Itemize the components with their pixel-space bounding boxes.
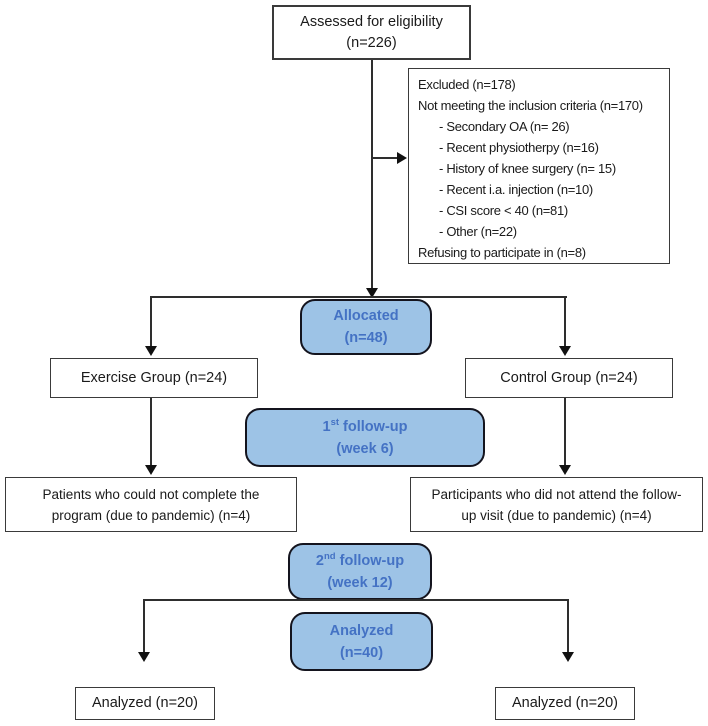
allocated-box [300, 299, 432, 355]
excluded-line: - Secondary OA (n= 26) [439, 119, 570, 134]
exercise-group-label: Exercise Group (n=24) [80, 369, 228, 386]
allocated-line1: Allocated [333, 308, 399, 324]
control-group-box [465, 358, 673, 398]
arrowhead-analyzed-exercise [138, 652, 150, 662]
analyzed-total-line1: Analyzed [329, 622, 394, 639]
assessed-line1: Assessed for eligibility [300, 13, 443, 30]
exercise-dropout-line2: program (due to pandemic) (n=4) [51, 507, 251, 523]
analyzed-control-label: Analyzed (n=20) [512, 695, 618, 711]
arrowhead-to-control-group [559, 346, 571, 356]
arrowhead-control-dropout [559, 465, 571, 475]
analyzed-exercise-box [75, 687, 215, 720]
ordinal-suffix: st [330, 416, 340, 428]
first-followup-line2: (week 6) [336, 440, 394, 457]
connector-to-exercise-group [150, 296, 152, 346]
first-followup-box [245, 408, 485, 467]
assessed-line2: (n=226) [346, 34, 397, 51]
control-group-label: Control Group (n=24) [500, 369, 638, 386]
connector-to-analyzed-control [567, 599, 569, 653]
exercise-group-box [50, 358, 258, 398]
analyzed-total-box [290, 612, 433, 671]
analyzed-control-box [495, 687, 635, 720]
connector-to-excluded [372, 157, 398, 159]
connector-to-control-group [564, 296, 566, 346]
ordinal-suffix: nd [324, 550, 336, 562]
assessed-eligibility-box [272, 5, 471, 60]
exercise-dropout-box [5, 477, 297, 532]
analyzed-total-line2: (n=40) [339, 644, 384, 661]
arrowhead-analyzed-control [562, 652, 574, 662]
connector-allocation-split [151, 296, 567, 298]
connector-control-to-dropout [564, 398, 566, 466]
excluded-line: - CSI score < 40 (n=81) [439, 203, 568, 218]
control-dropout-line2: up visit (due to pandemic) (n=4) [461, 507, 652, 523]
excluded-line: Excluded (n=178) [418, 77, 516, 92]
arrowhead-to-exercise-group [145, 346, 157, 356]
excluded-line: - Recent i.a. injection (n=10) [439, 182, 593, 197]
exercise-dropout-line1: Patients who could not complete the [42, 486, 260, 502]
connector-to-analyzed-exercise [143, 599, 145, 653]
second-followup-line2: (week 12) [327, 574, 393, 591]
first-followup-line1: 1st follow-up [322, 416, 408, 435]
second-followup-box [288, 543, 432, 600]
allocated-line2: (n=48) [344, 330, 388, 346]
arrowhead-to-excluded [397, 152, 407, 164]
connector-exercise-to-dropout [150, 398, 152, 466]
connector-analysis-split [144, 599, 569, 601]
excluded-line: Refusing to participate in (n=8) [418, 245, 586, 260]
excluded-line: - History of knee surgery (n= 15) [439, 161, 616, 176]
excluded-line: - Other (n=22) [439, 224, 517, 239]
control-dropout-box [410, 477, 703, 532]
excluded-line: - Recent physiotherpy (n=16) [439, 140, 599, 155]
second-followup-line1: 2nd follow-up [315, 550, 405, 569]
excluded-box [408, 68, 670, 264]
excluded-line: Not meeting the inclusion criteria (n=170) [418, 98, 643, 113]
connector-assessed-to-allocated [371, 60, 373, 290]
analyzed-exercise-label: Analyzed (n=20) [92, 695, 198, 711]
control-dropout-line1: Participants who did not attend the follow- [431, 486, 682, 502]
arrowhead-exercise-dropout [145, 465, 157, 475]
